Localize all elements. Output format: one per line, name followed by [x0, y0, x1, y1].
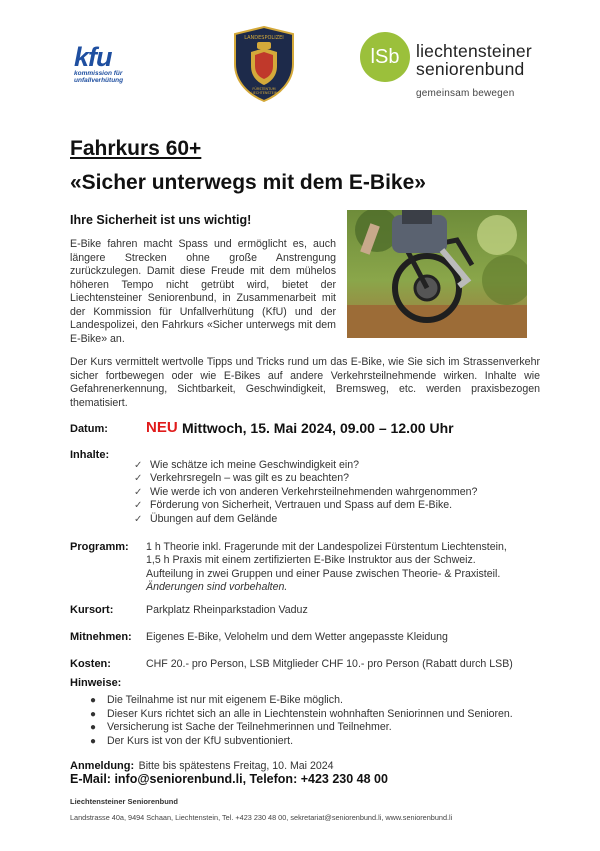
programm-text	[146, 541, 507, 595]
checkmark-icon: ✓	[134, 460, 143, 471]
footer-address: Landstrasse 40a, 9494 Schaan, Liechtenstein, Tel. +423 230 48 00, sekretariat@seniorenbund.li, www.seniorenbund.li	[70, 813, 453, 822]
lsb-logo-name-line2: seniorenbund	[416, 59, 525, 79]
kfu-logo-subtitle	[74, 70, 154, 84]
contact-line: E-Mail: info@seniorenbund.li, Telefon: +423 230 48 00	[70, 772, 388, 786]
datum-label: Datum:	[70, 423, 108, 435]
bullet-icon: ●	[90, 735, 97, 747]
kursort-value: Parkplatz Rheinparkstadion Vaduz	[146, 604, 308, 616]
checkmark-icon: ✓	[134, 513, 143, 525]
programm-label: Programm:	[70, 541, 129, 553]
title-line2: «Sicher unterwegs mit dem E-Bike»	[70, 171, 426, 194]
police-badge-logo	[233, 26, 295, 102]
checkmark-icon: ✓	[134, 500, 143, 512]
mitnehmen-value: Eigenes E-Bike, Velohelm und dem Wetter angepasste Kleidung	[146, 631, 448, 643]
lsb-logo-tagline: gemeinsam bewegen	[416, 88, 515, 99]
police-badge-bottom-text-2: LIECHTENSTEIN	[250, 91, 278, 95]
list-item: ● Versicherung ist Sache der Teilnehmerinnen und Teilnehmer.	[90, 721, 392, 734]
footer-organization: Liechtensteiner Seniorenbund	[70, 797, 178, 806]
kfu-logo-line2: unfallverhütung	[74, 77, 124, 84]
lsb-logo-mark: lSb	[360, 32, 410, 82]
kosten-label: Kosten:	[70, 658, 111, 670]
lsb-logo-name	[416, 42, 532, 78]
police-badge-bottom-text-1: FÜRSTENTUM	[252, 87, 276, 91]
datum-value: Mittwoch, 15. Mai 2024, 09.00 – 12.00 Uhr	[182, 420, 454, 436]
subtitle: Ihre Sicherheit ist uns wichtig!	[70, 213, 252, 227]
new-badge: NEU	[146, 419, 178, 436]
kosten-value: CHF 20.- pro Person, LSB Mitglieder CHF 10.- pro Person (Rabatt durch LSB)	[146, 658, 513, 670]
lsb-logo	[360, 30, 560, 102]
list-item: ✓ Wie schätze ich meine Geschwindigkeit ein?	[134, 459, 360, 471]
programm-note: Änderungen sind vorbehalten.	[146, 581, 288, 594]
kfu-logo-word: kfu	[74, 42, 112, 72]
description-paragraph: Der Kurs vermittelt wertvolle Tipps und Tricks rund um das E-Bike, wie Sie sich im Strassenverkehr sicher fortbewegen oder wie E-Bikes auf andere Verkehrsteilnehmende wirken. Inhalte wie Gefahrenerkennung, Sichtbarkeit, Geschwindigkeit, Bremsweg, etc. werden praxisbezogen thematisiert.	[70, 356, 540, 409]
kfu-logo	[74, 44, 154, 88]
hinweise-list	[90, 694, 513, 748]
list-item: ✓ Wie werde ich von anderen Verkehrsteilnehmenden wahrgenommen?	[134, 485, 478, 498]
list-item: ● Der Kurs ist von der KfU subventioniert.	[90, 734, 294, 747]
programm-line: 1 h Theorie inkl. Fragerunde mit der Landespolizei Fürstentum Liechtenstein,	[146, 541, 507, 553]
programm-line: 1,5 h Praxis mit einem zertifizierten E-Bike Instruktor aus der Schweiz.	[146, 554, 476, 567]
list-item: ✓ Verkehrsregeln – was gilt es zu beachten?	[134, 472, 350, 485]
inhalte-label: Inhalte:	[70, 449, 110, 461]
police-badge-top-text: LANDESPOLIZEI	[244, 35, 284, 41]
list-item: ● Die Teilnahme ist nur mit eigenem E-Bike möglich.	[90, 694, 343, 706]
title-line1: Fahrkurs 60+	[70, 137, 202, 160]
lsb-logo-name-line1: liechtensteiner	[416, 41, 532, 61]
checkmark-icon: ✓	[134, 473, 143, 485]
intro-paragraph: E-Bike fahren macht Spass und ermöglicht es, auch längere Strecken ohne große Anstrengung zurückzulegen. Damit diese Freude mit dem mühelos höheren Tempo nicht getrübt wird, bietet der Liechtensteiner Seniorenbund, in Zusammenarbeit mit der Kommission für Unfallverhütung (KfU) und der Landespolizei, den Fahrkurs «Sicher unterwegs mit dem E-Bike» an.	[70, 238, 336, 345]
bullet-icon: ●	[90, 722, 97, 734]
inhalte-list	[134, 459, 477, 526]
hinweise-label: Hinweise:	[70, 677, 122, 689]
checkmark-icon: ✓	[134, 486, 143, 498]
programm-line: Aufteilung in zwei Gruppen und einer Pause zwischen Theorie- & Praxisteil.	[146, 567, 501, 580]
kfu-logo-line1: kommission für	[74, 70, 123, 77]
list-item: ● Dieser Kurs richtet sich an alle in Liechtenstein wohnhaften Seniorinnen und Senioren.	[90, 707, 513, 720]
anmeldung-value: Bitte bis spätestens Freitag, 10. Mai 2024	[138, 760, 334, 772]
ebike-photo	[347, 210, 527, 338]
list-item: ✓ Übungen auf dem Gelände	[134, 512, 278, 525]
anmeldung-label: Anmeldung:	[70, 760, 135, 772]
list-item: ✓ Förderung von Sicherheit, Vertrauen und Spass auf dem E-Bike.	[134, 499, 453, 512]
bullet-icon: ●	[90, 695, 97, 706]
kursort-label: Kursort:	[70, 604, 114, 616]
mitnehmen-label: Mitnehmen:	[70, 631, 132, 643]
bullet-icon: ●	[90, 708, 97, 720]
